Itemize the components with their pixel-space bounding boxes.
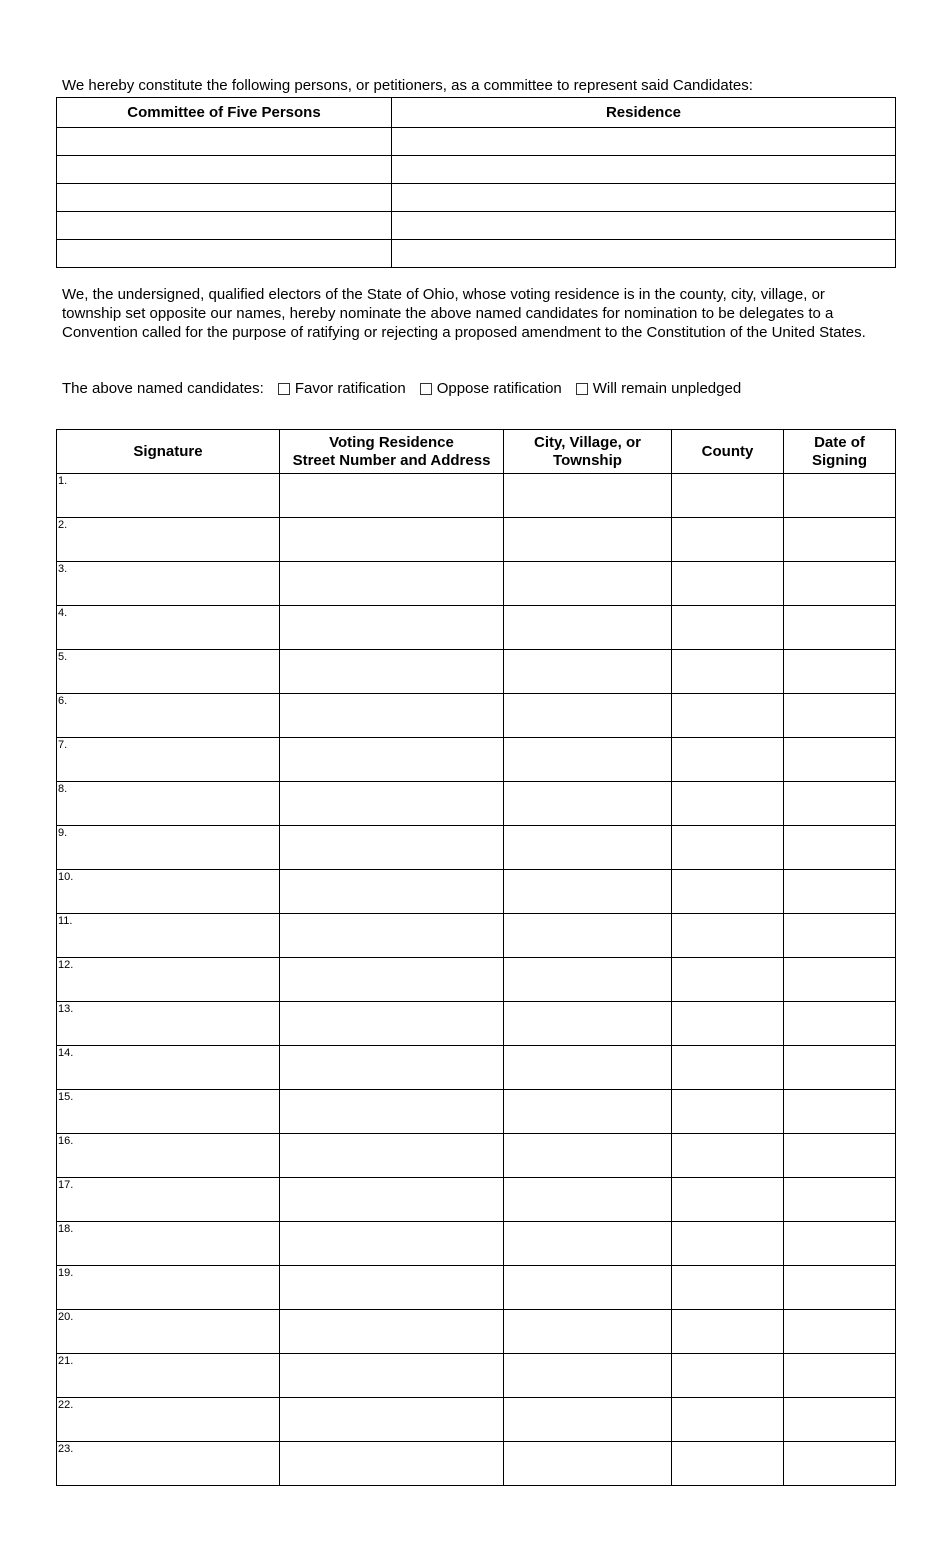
signature-cell[interactable]	[57, 870, 280, 914]
signature-row	[57, 1046, 896, 1090]
county-cell[interactable]	[672, 1398, 784, 1442]
date-of-signing-cell[interactable]	[784, 1442, 896, 1486]
nomination-paragraph	[62, 285, 882, 342]
city-village-township-cell[interactable]	[504, 738, 672, 782]
signature-row	[57, 474, 896, 518]
signature-table	[56, 429, 896, 1486]
unpledged-checkbox[interactable]	[576, 383, 588, 395]
county-cell[interactable]	[672, 782, 784, 826]
city-village-township-cell[interactable]	[504, 1354, 672, 1398]
row-number: 8.	[58, 783, 68, 795]
committee-row	[57, 240, 896, 268]
county-cell[interactable]	[672, 1222, 784, 1266]
date-of-signing-cell[interactable]	[784, 1002, 896, 1046]
county-cell[interactable]	[672, 1266, 784, 1310]
signature-cell[interactable]	[57, 1090, 280, 1134]
county-cell[interactable]	[672, 870, 784, 914]
committee-header-residence: Residence	[392, 98, 896, 128]
voting-residence-cell[interactable]	[280, 826, 504, 870]
city-village-township-cell[interactable]	[504, 1398, 672, 1442]
signature-cell[interactable]	[57, 738, 280, 782]
candidates-position-line	[62, 379, 741, 398]
voting-residence-cell[interactable]	[280, 1046, 504, 1090]
row-number: 6.	[58, 695, 68, 707]
committee-name-cell[interactable]	[57, 128, 392, 156]
oppose-ratification-checkbox[interactable]	[420, 383, 432, 395]
signature-row	[57, 1354, 896, 1398]
header-county	[672, 430, 784, 474]
date-of-signing-cell[interactable]	[784, 914, 896, 958]
signature-cell[interactable]	[57, 1134, 280, 1178]
city-village-township-cell[interactable]	[504, 1310, 672, 1354]
committee-row	[57, 212, 896, 240]
row-number: 19.	[58, 1267, 74, 1279]
committee-name-cell[interactable]	[57, 184, 392, 212]
row-number: 9.	[58, 827, 68, 839]
county-cell[interactable]	[672, 562, 784, 606]
unpledged-label: Will remain unpledged	[592, 380, 742, 397]
row-number: 14.	[58, 1047, 74, 1059]
row-number: 22.	[58, 1399, 74, 1411]
committee-residence-cell[interactable]	[392, 128, 896, 156]
county-cell[interactable]	[672, 1354, 784, 1398]
committee-table	[56, 97, 896, 268]
city-village-township-cell[interactable]	[504, 782, 672, 826]
signature-cell[interactable]	[57, 958, 280, 1002]
row-number: 12.	[58, 959, 74, 971]
city-village-township-cell[interactable]	[504, 1222, 672, 1266]
voting-residence-cell[interactable]	[280, 1266, 504, 1310]
voting-residence-cell[interactable]	[280, 1134, 504, 1178]
signature-row	[57, 1266, 896, 1310]
voting-residence-cell[interactable]	[280, 1354, 504, 1398]
row-number: 11.	[58, 915, 73, 927]
signature-row	[57, 958, 896, 1002]
signature-row	[57, 1398, 896, 1442]
voting-residence-cell[interactable]	[280, 782, 504, 826]
row-number: 21.	[58, 1355, 74, 1367]
signature-cell[interactable]	[57, 1046, 280, 1090]
date-of-signing-cell[interactable]	[784, 1310, 896, 1354]
signature-row	[57, 562, 896, 606]
date-of-signing-cell[interactable]	[784, 738, 896, 782]
header-date-of-signing	[784, 430, 896, 474]
date-of-signing-cell[interactable]	[784, 1046, 896, 1090]
date-of-signing-cell[interactable]	[784, 1266, 896, 1310]
row-number: 15.	[58, 1091, 74, 1103]
signature-cell[interactable]	[57, 1002, 280, 1046]
committee-residence-cell[interactable]	[392, 184, 896, 212]
date-of-signing-cell[interactable]	[784, 782, 896, 826]
voting-residence-cell[interactable]	[280, 694, 504, 738]
city-village-township-cell[interactable]	[504, 914, 672, 958]
city-village-township-cell[interactable]	[504, 958, 672, 1002]
committee-row	[57, 184, 896, 212]
signature-cell[interactable]	[57, 914, 280, 958]
voting-residence-cell[interactable]	[280, 1442, 504, 1486]
header-city-line1: City, Village, or	[534, 433, 641, 451]
city-village-township-cell[interactable]	[504, 870, 672, 914]
signature-cell[interactable]	[57, 474, 280, 518]
date-of-signing-cell[interactable]	[784, 1090, 896, 1134]
signature-cell[interactable]	[57, 650, 280, 694]
date-of-signing-cell[interactable]	[784, 1222, 896, 1266]
row-number: 7.	[58, 739, 68, 751]
signature-cell[interactable]	[57, 1310, 280, 1354]
voting-residence-cell[interactable]	[280, 738, 504, 782]
signature-row	[57, 606, 896, 650]
committee-name-cell[interactable]	[57, 156, 392, 184]
county-cell[interactable]	[672, 1046, 784, 1090]
committee-header-name: Committee of Five Persons	[57, 98, 392, 128]
county-cell[interactable]	[672, 606, 784, 650]
row-number: 2.	[58, 519, 68, 531]
header-signature-label: Signature	[133, 442, 203, 460]
signature-row	[57, 1310, 896, 1354]
row-number: 13.	[58, 1003, 74, 1015]
city-village-township-cell[interactable]	[504, 650, 672, 694]
voting-residence-cell[interactable]	[280, 606, 504, 650]
row-number: 18.	[58, 1223, 74, 1235]
date-of-signing-cell[interactable]	[784, 826, 896, 870]
county-cell[interactable]	[672, 958, 784, 1002]
date-of-signing-cell[interactable]	[784, 562, 896, 606]
date-of-signing-cell[interactable]	[784, 1354, 896, 1398]
header-signature	[57, 430, 280, 474]
county-cell[interactable]	[672, 1178, 784, 1222]
date-of-signing-cell[interactable]	[784, 518, 896, 562]
signature-row	[57, 1002, 896, 1046]
committee-row	[57, 128, 896, 156]
signature-cell[interactable]	[57, 562, 280, 606]
voting-residence-cell[interactable]	[280, 518, 504, 562]
city-village-township-cell[interactable]	[504, 1002, 672, 1046]
voting-residence-cell[interactable]	[280, 474, 504, 518]
date-of-signing-cell[interactable]	[784, 606, 896, 650]
city-village-township-cell[interactable]	[504, 826, 672, 870]
header-voting-residence-line2: Street Number and Address	[292, 451, 491, 469]
county-cell[interactable]	[672, 474, 784, 518]
signature-row	[57, 650, 896, 694]
signature-row	[57, 694, 896, 738]
committee-row	[57, 156, 896, 184]
voting-residence-cell[interactable]	[280, 1178, 504, 1222]
row-number: 10.	[58, 871, 74, 883]
county-cell[interactable]	[672, 1310, 784, 1354]
row-number: 20.	[58, 1311, 74, 1323]
signature-row	[57, 1222, 896, 1266]
signature-cell[interactable]	[57, 1222, 280, 1266]
city-village-township-cell[interactable]	[504, 1090, 672, 1134]
date-of-signing-cell[interactable]	[784, 1134, 896, 1178]
date-of-signing-cell[interactable]	[784, 474, 896, 518]
date-of-signing-cell[interactable]	[784, 870, 896, 914]
county-cell[interactable]	[672, 914, 784, 958]
voting-residence-cell[interactable]	[280, 650, 504, 694]
county-cell[interactable]	[672, 694, 784, 738]
county-cell[interactable]	[672, 738, 784, 782]
committee-intro-text: We hereby constitute the following persons, or petitioners, as a committee to represent said Candidates:	[62, 77, 753, 94]
favor-ratification-checkbox[interactable]	[278, 383, 290, 395]
city-village-township-cell[interactable]	[504, 474, 672, 518]
signature-row	[57, 914, 896, 958]
header-voting-residence-line1: Voting Residence	[329, 433, 454, 451]
signature-row	[57, 826, 896, 870]
voting-residence-cell[interactable]	[280, 1002, 504, 1046]
row-number: 3.	[58, 563, 68, 575]
row-number: 17.	[58, 1179, 74, 1191]
signature-row	[57, 1090, 896, 1134]
signature-cell[interactable]	[57, 518, 280, 562]
committee-residence-cell[interactable]	[392, 212, 896, 240]
nomination-text: We, the undersigned, qualified electors of the State of Ohio, whose voting residence is in the county, city, village, or township set opposite our names, hereby nominate the above named candidates for nomination to be delegates to a Convention called for the purpose of ratifying or rejecting a proposed amendment to the Constitution of the United States.	[62, 286, 866, 341]
header-city-village-township	[504, 430, 672, 474]
signature-cell[interactable]	[57, 606, 280, 650]
candidates-position-label: The above named candidates:	[62, 380, 264, 397]
header-county-label: County	[701, 442, 754, 460]
county-cell[interactable]	[672, 1134, 784, 1178]
row-number: 23.	[58, 1443, 74, 1455]
voting-residence-cell[interactable]	[280, 562, 504, 606]
committee-residence-cell[interactable]	[392, 156, 896, 184]
signature-row	[57, 1178, 896, 1222]
city-village-township-cell[interactable]	[504, 1134, 672, 1178]
signature-row	[57, 1442, 896, 1486]
row-number: 1.	[58, 475, 68, 487]
oppose-ratification-option[interactable]	[420, 379, 562, 398]
signature-cell[interactable]	[57, 1178, 280, 1222]
date-of-signing-cell[interactable]	[784, 958, 896, 1002]
committee-residence-cell[interactable]	[392, 240, 896, 268]
date-of-signing-cell[interactable]	[784, 1178, 896, 1222]
voting-residence-cell[interactable]	[280, 1090, 504, 1134]
county-cell[interactable]	[672, 1090, 784, 1134]
header-date-line1: Date of	[814, 433, 865, 451]
city-village-township-cell[interactable]	[504, 1046, 672, 1090]
city-village-township-cell[interactable]	[504, 1442, 672, 1486]
row-number: 5.	[58, 651, 68, 663]
date-of-signing-cell[interactable]	[784, 1398, 896, 1442]
signature-row	[57, 738, 896, 782]
signature-row	[57, 870, 896, 914]
signature-cell[interactable]	[57, 782, 280, 826]
signature-cell[interactable]	[57, 694, 280, 738]
county-cell[interactable]	[672, 1442, 784, 1486]
favor-ratification-option[interactable]	[278, 379, 406, 398]
signature-cell[interactable]	[57, 1266, 280, 1310]
signature-row	[57, 518, 896, 562]
signature-cell[interactable]	[57, 1442, 280, 1486]
city-village-township-cell[interactable]	[504, 694, 672, 738]
signature-cell[interactable]	[57, 1354, 280, 1398]
row-number: 16.	[58, 1135, 74, 1147]
voting-residence-cell[interactable]	[280, 914, 504, 958]
signature-cell[interactable]	[57, 1398, 280, 1442]
signature-cell[interactable]	[57, 826, 280, 870]
city-village-township-cell[interactable]	[504, 606, 672, 650]
county-cell[interactable]	[672, 826, 784, 870]
voting-residence-cell[interactable]	[280, 1310, 504, 1354]
county-cell[interactable]	[672, 1002, 784, 1046]
voting-residence-cell[interactable]	[280, 870, 504, 914]
date-of-signing-cell[interactable]	[784, 694, 896, 738]
header-date-line2: Signing	[812, 451, 867, 469]
city-village-township-cell[interactable]	[504, 1178, 672, 1222]
voting-residence-cell[interactable]	[280, 1398, 504, 1442]
city-village-township-cell[interactable]	[504, 518, 672, 562]
favor-ratification-label: Favor ratification	[294, 380, 406, 397]
unpledged-option[interactable]	[576, 379, 741, 398]
county-cell[interactable]	[672, 650, 784, 694]
voting-residence-cell[interactable]	[280, 958, 504, 1002]
signature-row	[57, 782, 896, 826]
county-cell[interactable]	[672, 518, 784, 562]
committee-name-cell[interactable]	[57, 240, 392, 268]
header-voting-residence	[280, 430, 504, 474]
date-of-signing-cell[interactable]	[784, 650, 896, 694]
signature-row	[57, 1134, 896, 1178]
header-city-line2: Township	[553, 451, 622, 469]
city-village-township-cell[interactable]	[504, 1266, 672, 1310]
city-village-township-cell[interactable]	[504, 562, 672, 606]
row-number: 4.	[58, 607, 68, 619]
committee-name-cell[interactable]	[57, 212, 392, 240]
voting-residence-cell[interactable]	[280, 1222, 504, 1266]
oppose-ratification-label: Oppose ratification	[436, 380, 562, 397]
